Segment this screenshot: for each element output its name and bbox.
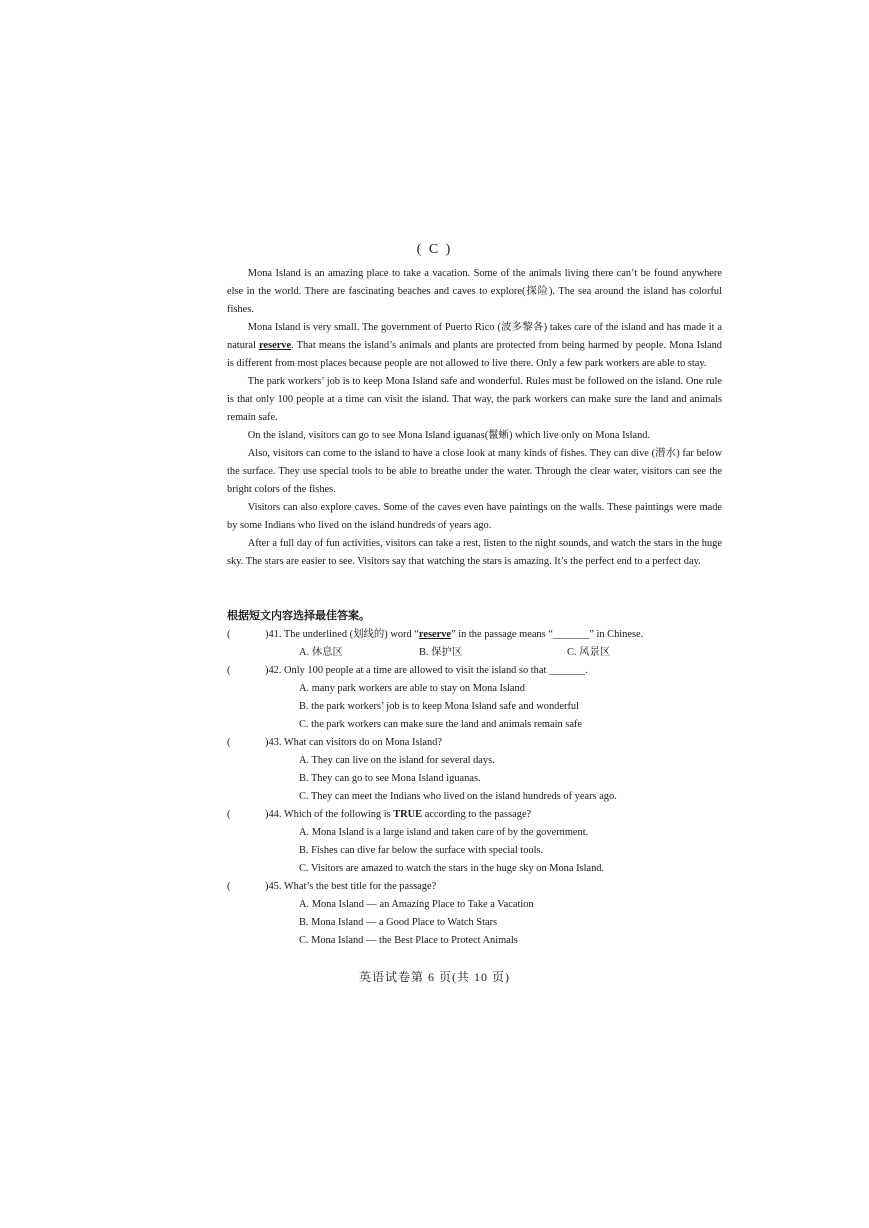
passage-paragraph-3: The park workers’ job is to keep Mona Island safe and wonderful. Rules must be followed on the island. One rule is that only 100 people at a time can visit the island. That way, the park workers can make sure the land and animals remain safe.	[227, 376, 722, 423]
option-row	[227, 896, 722, 914]
option-c: C. Visitors are amazed to watch the stars in the huge sky on Mona Island.	[299, 863, 605, 874]
answer-blank-41[interactable]: (	[227, 629, 231, 640]
underlined-word-reserve: reserve	[259, 340, 292, 351]
option-a: A. They can live on the island for several days.	[299, 755, 495, 766]
question-stem: )45. What’s the best title for the passage?	[265, 881, 437, 892]
answer-blank-44[interactable]: (	[227, 809, 231, 820]
question-42	[227, 662, 722, 680]
option-c: C. the park workers can make sure the land and animals remain safe	[299, 719, 583, 730]
option-row	[227, 752, 722, 770]
option-c: C. 风景区	[567, 647, 611, 658]
option-row	[227, 770, 722, 788]
option-a: A. many park workers are able to stay on Mona Island	[299, 683, 525, 694]
page-footer: 英语试卷第 6 页(共 10 页)	[359, 970, 510, 984]
question-list	[227, 626, 722, 950]
stem-text: )44. Which of the following is	[265, 809, 394, 820]
passage-paragraph-4: On the island, visitors can go to see Mona Island iguanas(鬣蜥) which live only on Mona Island.	[247, 430, 651, 441]
option-row	[227, 698, 722, 716]
section-title: ( C )	[416, 242, 453, 257]
passage-text: . That means the island’s animals and plants are protected from being harmed by people. Mona Island is different from most places because people are not allowed to live there. Only a few park workers are able to stay.	[227, 340, 722, 369]
passage-text: Mona Island is very small. The government of Puerto Rico (波多黎各) takes care of the island and has made it a natural	[227, 322, 722, 351]
instruction-text: 根据短文内容选择最佳答案。	[227, 609, 370, 622]
option-a: A. Mona Island is a large island and taken care of by the government.	[299, 827, 589, 838]
option-c: C. Mona Island — the Best Place to Protect Animals	[299, 935, 518, 946]
option-row	[227, 788, 722, 806]
passage-paragraph-6: Visitors can also explore caves. Some of the caves even have paintings on the walls. These paintings were made by some Indians who lived on the island hundreds of years ago.	[227, 502, 722, 531]
option-row	[227, 824, 722, 842]
option-row	[227, 860, 722, 878]
option-b: B. Mona Island — a Good Place to Watch Stars	[299, 917, 498, 928]
option-b: B. 保护区	[419, 647, 463, 658]
option-c: C. They can meet the Indians who lived on the island hundreds of years ago.	[299, 791, 617, 802]
question-41	[227, 626, 722, 644]
stem-text: ” in the passage means “_______” in Chinese.	[451, 629, 644, 640]
passage-paragraph-7: After a full day of fun activities, visitors can take a rest, listen to the night sounds, and watch the stars in the huge sky. The stars are easier to see. Visitors say that watching the stars is amazing. It’s the perfect end to a perfect day.	[227, 538, 722, 567]
option-a: A. Mona Island — an Amazing Place to Take a Vacation	[299, 899, 534, 910]
passage-paragraph-1: Mona Island is an amazing place to take a vacation. Some of the animals living there can’t be found anywhere else in the world. There are fascinating beaches and caves to explore(探险). The sea around the island has colorful fishes.	[227, 268, 722, 315]
question-stem	[265, 806, 531, 824]
question-stem: )42. Only 100 people at a time are allowed to visit the island so that _______.	[265, 665, 588, 676]
option-row	[227, 716, 722, 734]
answer-blank-43[interactable]: (	[227, 737, 231, 748]
stem-text: according to the passage?	[422, 809, 532, 820]
option-row	[227, 680, 722, 698]
option-b: B. the park workers’ job is to keep Mona Island safe and wonderful	[299, 701, 579, 712]
option-row	[227, 932, 722, 950]
bold-word-true: TRUE	[393, 809, 423, 820]
stem-text: )41. The underlined (划线的) word “	[265, 629, 419, 640]
passage-paragraph-5: Also, visitors can come to the island to have a close look at many kinds of fishes. They can dive (潜水) far below the surface. They use special tools to be able to breathe under the water. Through the clear water, visitors can see the bright colors of the fishes.	[227, 448, 722, 495]
option-row	[227, 842, 722, 860]
reading-passage	[227, 265, 722, 571]
option-b: B. They can go to see Mona Island iguanas.	[299, 773, 481, 784]
options-row-41	[227, 644, 722, 662]
underlined-word-reserve: reserve	[418, 629, 452, 640]
question-stem: )43. What can visitors do on Mona Island?	[265, 737, 442, 748]
question-45	[227, 878, 722, 896]
answer-blank-42[interactable]: (	[227, 665, 231, 676]
passage-paragraph-2	[227, 319, 722, 373]
option-b: B. Fishes can dive far below the surface with special tools.	[299, 845, 544, 856]
question-44	[227, 806, 722, 824]
question-stem	[265, 626, 643, 644]
answer-blank-45[interactable]: (	[227, 881, 231, 892]
question-43	[227, 734, 722, 752]
option-row	[227, 914, 722, 932]
option-a: A. 休息区	[299, 647, 343, 658]
